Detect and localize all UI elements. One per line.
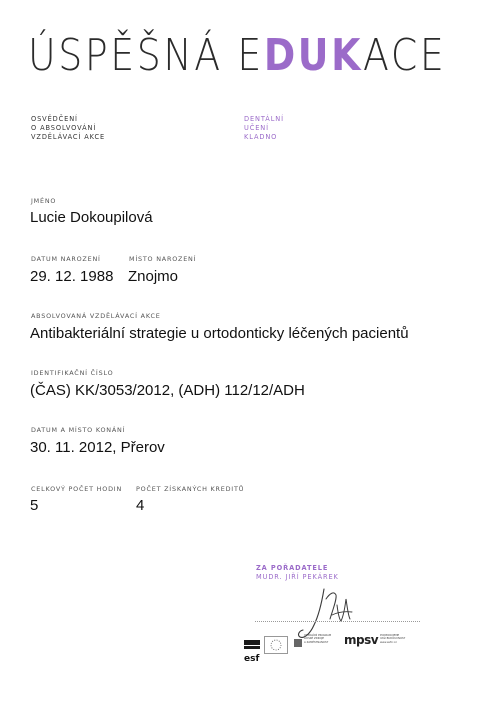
podporujeme-line-2: VAŠI BUDOUCNOST	[380, 637, 406, 641]
organizer-line-3: KLADNO	[244, 133, 278, 141]
name-label: JMÉNO	[31, 197, 57, 205]
certificate-line-1: OSVĚDČENÍ	[31, 115, 78, 123]
signature-line	[255, 621, 420, 622]
op-text-3: A ZAMĚSTNANOST	[304, 640, 329, 644]
credits-label: POČET ZÍSKANÝCH KREDITŮ	[136, 485, 245, 493]
signatory-role: ZA POŘADATELE	[256, 564, 329, 572]
birthdate-value: 29. 12. 1988	[30, 268, 114, 285]
esf-text: esf	[244, 654, 260, 664]
eu-stars-icon	[264, 636, 288, 654]
eu-flag-logo	[264, 636, 288, 659]
certificate-line-2: O ABSOLVOVÁNÍ	[31, 124, 97, 132]
organizer-line-2: UČENÍ	[244, 124, 269, 132]
course-label: ABSOLVOVANÁ VZDĚLÁVACÍ AKCE	[31, 312, 161, 320]
mpsv-logo	[344, 633, 378, 647]
title-part-2: ACE	[363, 30, 447, 81]
certificate-heading	[31, 115, 105, 142]
op-text-1: OPERAČNÍ PROGRAM	[304, 634, 332, 637]
hours-label: CELKOVÝ POČET HODIN	[31, 485, 123, 493]
title-part-1: ÚSPĚŠNÁ E	[28, 30, 264, 81]
podporujeme-line-3: www.esfcr.cz	[380, 640, 397, 644]
organizer-line-1: DENTÁLNÍ	[244, 115, 284, 123]
op-text-2: LIDSKÉ ZDROJE	[304, 637, 325, 641]
esf-logo	[244, 640, 260, 664]
organizer-name	[244, 115, 284, 142]
op-mark-icon	[294, 639, 302, 647]
hours-value: 5	[30, 497, 39, 514]
id-label: IDENTIFIKAČNÍ ČÍSLO	[31, 369, 114, 377]
certificate-line-3: VZDĚLÁVACÍ AKCE	[31, 133, 106, 141]
birthplace-label: MÍSTO NAROZENÍ	[129, 255, 197, 263]
mpsv-text: mpsv	[344, 633, 379, 647]
signatory-name: MUDR. JIŘÍ PEKÁREK	[256, 573, 339, 581]
op-lzz-logo	[294, 634, 332, 652]
birthplace-value: Znojmo	[128, 268, 179, 285]
podporujeme-line-1: PODPORUJEME	[380, 634, 400, 637]
funding-logos	[244, 632, 420, 662]
credits-value: 4	[136, 497, 145, 514]
title-highlight: DUK	[263, 30, 364, 81]
date-place-label: DATUM A MÍSTO KONÁNÍ	[31, 426, 126, 434]
birthdate-label: DATUM NAROZENÍ	[31, 255, 101, 263]
op-text-block	[304, 634, 331, 644]
date-place-value: 30. 11. 2012, Přerov	[30, 439, 165, 456]
signatory-block	[256, 564, 339, 582]
name-value: Lucie Dokoupilová	[30, 209, 153, 226]
podporujeme-logo	[380, 634, 405, 644]
course-value: Antibakteriální strategie u ortodonticky léčených pacientů	[30, 325, 409, 342]
page-title	[28, 30, 447, 81]
id-value: (ČAS) KK/3053/2012, (ADH) 112/12/ADH	[30, 382, 305, 399]
podporujeme-text-block	[380, 634, 405, 644]
